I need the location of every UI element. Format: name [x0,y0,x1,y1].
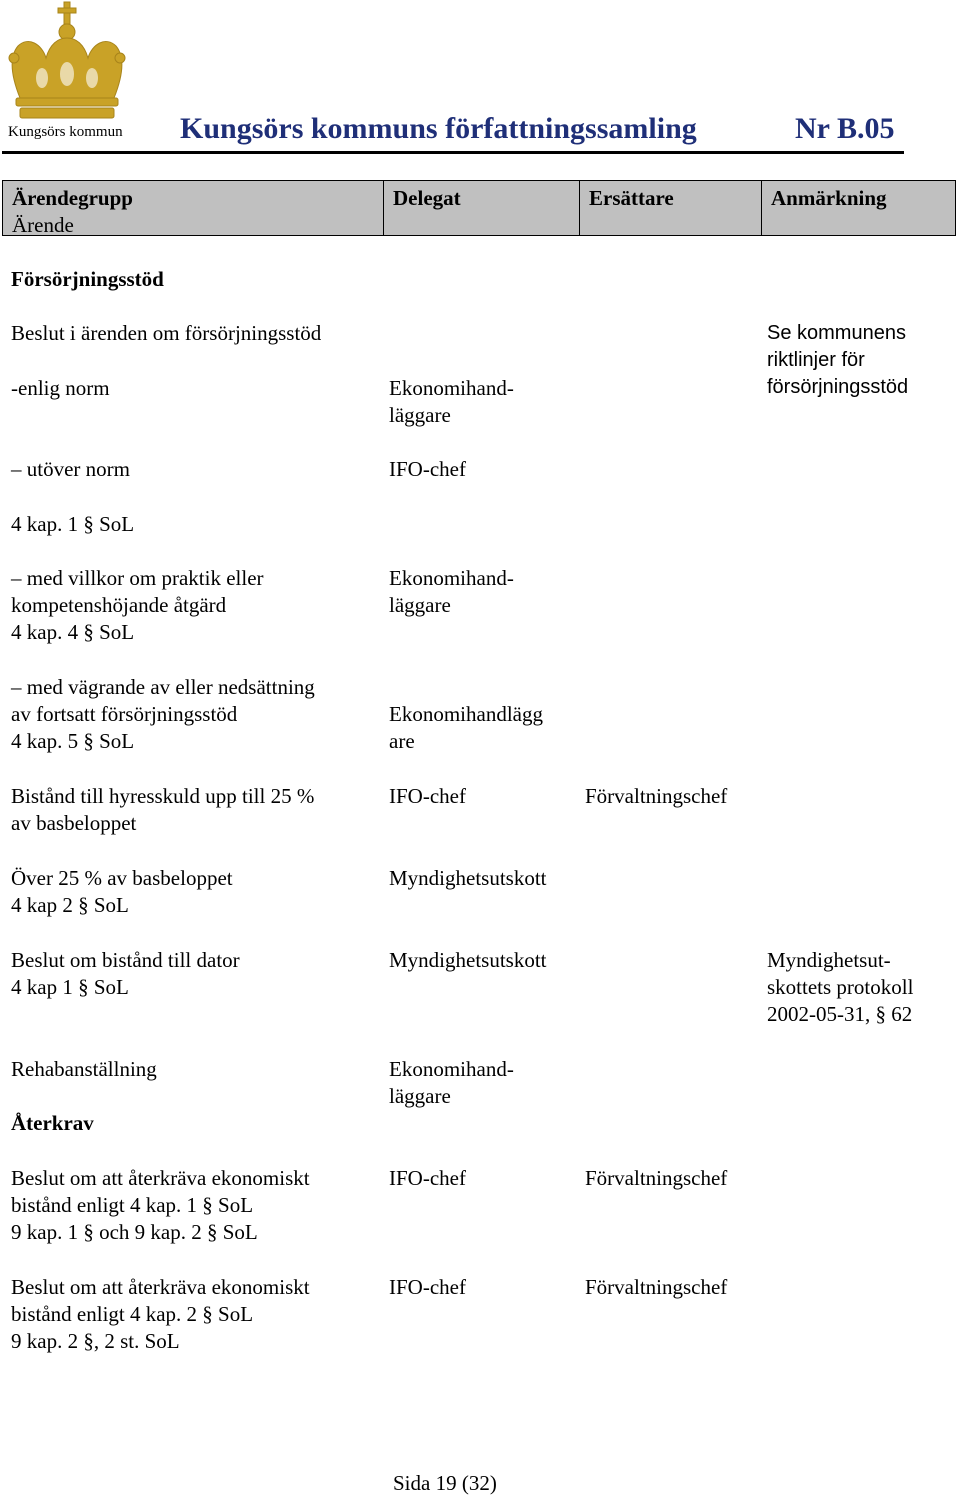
row-delegat: IFO-chef [389,457,466,481]
row-arende: Över 25 % av basbeloppet [11,866,233,890]
row-delegat: Myndighetsutskott [389,948,547,972]
row-anmarkning: skottets protokoll [767,975,914,999]
row-delegat: IFO-chef [389,1166,466,1190]
document-number: Nr B.05 [795,112,895,145]
row-delegat: IFO-chef [389,784,466,808]
row-arende: 9 kap. 1 § och 9 kap. 2 § SoL [11,1220,258,1244]
row-ersattare: Förvaltningschef [585,1166,728,1190]
row-ersattare: Förvaltningschef [585,1275,728,1299]
row-arende: Beslut i ärenden om försörjningsstöd [11,321,322,345]
row-anmarkning: Myndighetsut- [767,948,891,972]
column-header-anmarkning: Anmärkning [761,181,955,235]
row-arende: 4 kap 1 § SoL [11,975,129,999]
row-arende: 4 kap. 1 § SoL [11,512,135,536]
row-delegat: Myndighetsutskott [389,866,547,890]
row-delegat: läggare [389,403,451,427]
row-arende: 4 kap 2 § SoL [11,893,129,917]
row-arende: Bistånd till hyresskuld upp till 25 % [11,784,315,808]
row-ersattare: Förvaltningschef [585,784,728,808]
row-arende: 9 kap. 2 §, 2 st. SoL [11,1329,180,1353]
column-header-delegat: Delegat [383,181,579,235]
column-header-arende-label: Ärende [12,213,74,237]
row-delegat: läggare [389,593,451,617]
column-header-ersattare: Ersättare [579,181,761,235]
logo-caption: Kungsörs kommun [8,124,123,140]
row-arende: Beslut om att återkräva ekonomiskt [11,1166,310,1190]
crown-icon [2,0,132,122]
row-arende: 4 kap. 5 § SoL [11,729,135,753]
row-arende: bistånd enligt 4 kap. 1 § SoL [11,1193,254,1217]
row-anmarkning: 2002-05-31, § 62 [767,1002,913,1026]
row-arende: -enlig norm [11,376,110,400]
row-arende: 4 kap. 4 § SoL [11,620,135,644]
row-arende: bistånd enligt 4 kap. 2 § SoL [11,1302,254,1326]
row-delegat: Ekonomihandlägg [389,702,543,726]
row-arende: – med villkor om praktik eller [11,566,264,590]
page-title: Kungsörs kommuns författningssamling [180,112,697,145]
row-arende: – utöver norm [11,457,130,481]
row-delegat: läggare [389,1084,451,1108]
column-header-arendegrupp-label: Ärendegrupp [12,186,133,210]
section-heading: Återkrav [11,1111,94,1135]
row-delegat: Ekonomihand- [389,1057,514,1081]
row-arende: Rehabanställning [11,1057,157,1081]
row-delegat: are [389,729,415,753]
kommun-logo [2,0,132,150]
row-delegat: Ekonomihand- [389,566,514,590]
row-arende: av basbeloppet [11,811,137,835]
row-arende: Beslut om att återkräva ekonomiskt [11,1275,310,1299]
page-number: Sida 19 (32) [393,1471,497,1495]
column-header-arendegrupp [3,181,383,235]
row-anmarkning: Se kommunens [767,322,906,344]
row-anmarkning: försörjningsstöd [767,376,909,398]
row-delegat: IFO-chef [389,1275,466,1299]
row-arende: kompetenshöjande åtgärd [11,593,227,617]
table-header [2,180,956,236]
row-arende: – med vägrande av eller nedsättning [11,675,315,699]
section-heading: Försörjningsstöd [11,267,164,291]
header-divider [2,151,904,154]
row-delegat: Ekonomihand- [389,376,514,400]
row-arende: Beslut om bistånd till dator [11,948,240,972]
row-anmarkning: riktlinjer för [767,349,865,371]
row-arende: av fortsatt försörjningsstöd [11,702,238,726]
